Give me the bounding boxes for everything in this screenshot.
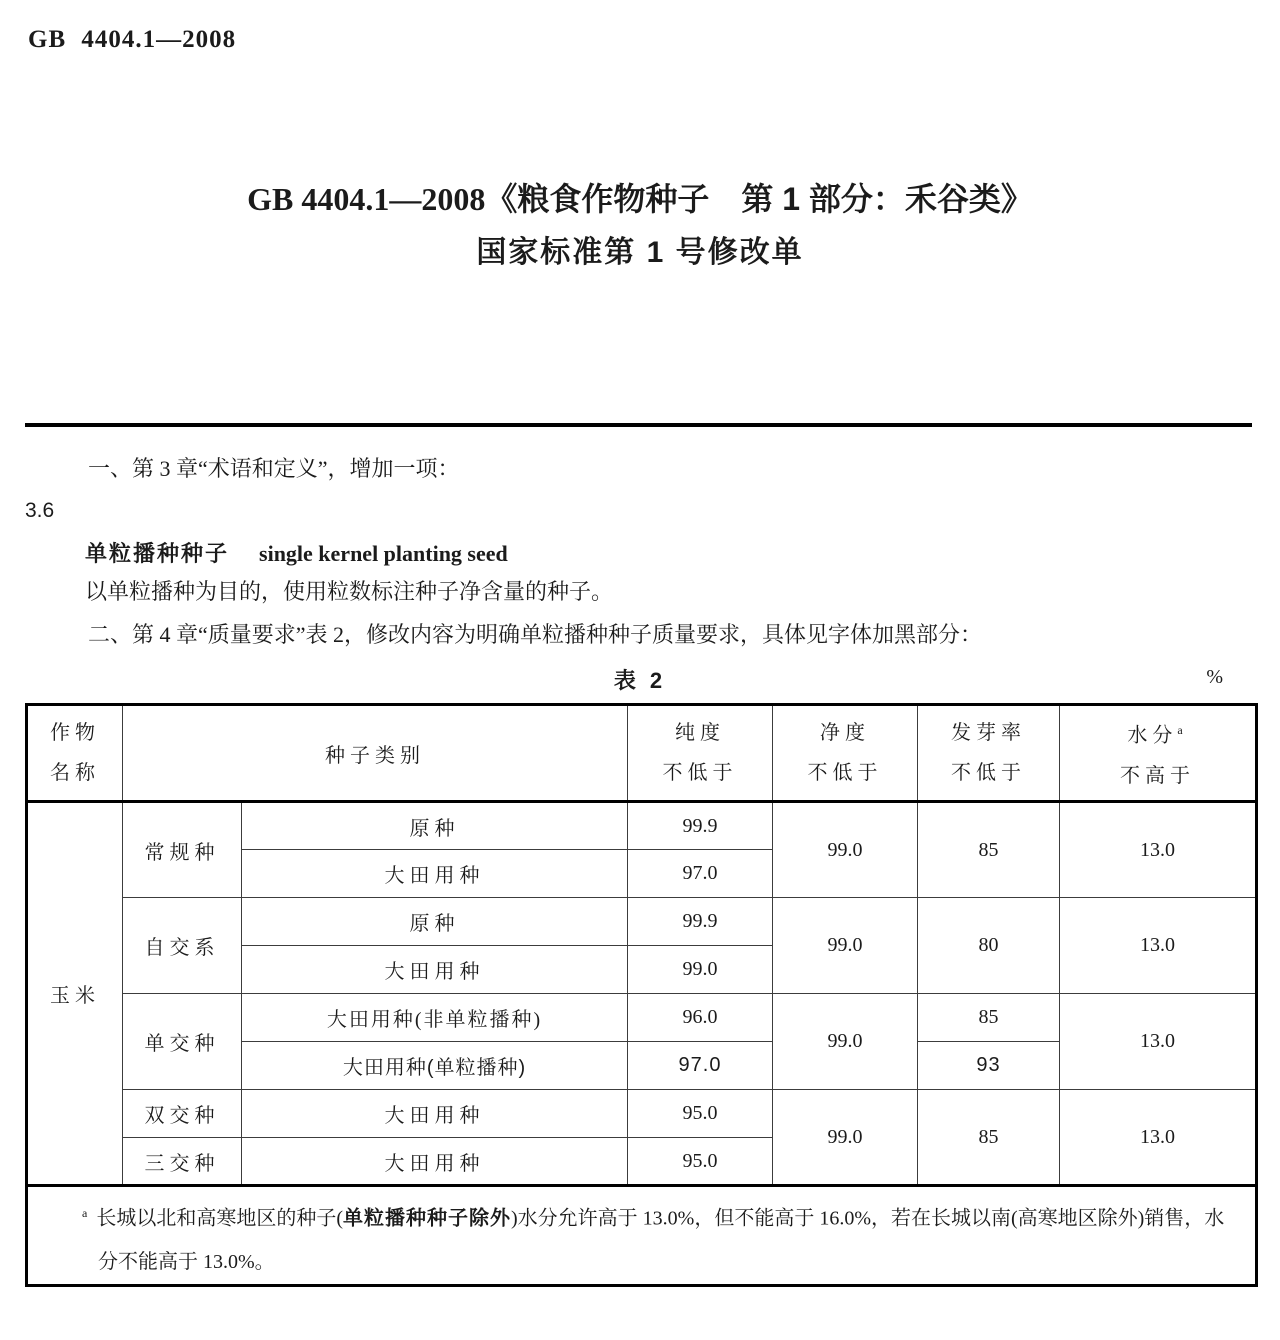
para-section-2: 二、第 4 章“质量要求”表 2，修改内容为明确单粒播种种子质量要求，具体见字体加黑部分：	[88, 622, 983, 647]
cell-seed-group: 常规种	[123, 802, 242, 898]
table-row	[27, 802, 1257, 850]
cell-seed-category: 大田用种(非单粒播种)	[242, 994, 628, 1042]
cell-moisture: 13.0	[1060, 994, 1257, 1090]
cell-purity: 97.0	[628, 850, 773, 898]
cell-germination: 85	[918, 1090, 1060, 1186]
title-line-1	[0, 180, 1280, 218]
clause-number: 3.6	[25, 499, 55, 522]
document-title	[0, 180, 1280, 271]
doc-code: GB 4404.1—2008	[28, 26, 237, 53]
cell-moisture: 13.0	[1060, 1090, 1257, 1186]
horizontal-rule	[25, 423, 1252, 427]
table-row	[27, 898, 1257, 946]
col-header-purity: 纯度 不低于	[628, 705, 773, 802]
cell-seed-category: 大田用种	[242, 1090, 628, 1138]
cell-moisture: 13.0	[1060, 898, 1257, 994]
cell-moisture: 13.0	[1060, 802, 1257, 898]
cell-seed-category: 大田用种	[242, 1138, 628, 1186]
term-line	[85, 537, 508, 568]
cell-seed-category: 原种	[242, 898, 628, 946]
title-line-2: 国家标准第 1 号修改单	[476, 236, 804, 269]
cell-germination: 85	[918, 994, 1060, 1042]
cell-seed-category: 大田用种	[242, 946, 628, 994]
title-standard-number: GB 4404.1—2008	[247, 181, 486, 217]
cell-seed-group: 自交系	[123, 898, 242, 994]
title-standard-name: 《粮食作物种子 第 1 部分：禾谷类》	[485, 181, 1033, 217]
footnote-bold: 单粒播种种子除外	[343, 1207, 511, 1230]
table-header-row	[27, 705, 1257, 802]
cell-cleanliness: 99.0	[773, 994, 918, 1090]
cell-seed-category: 大田用种	[242, 850, 628, 898]
col-header-category: 种子类别	[123, 705, 628, 802]
cell-germination-modified: 93	[918, 1042, 1060, 1090]
cell-seed-group: 三交种	[123, 1138, 242, 1186]
col-header-crop: 作物 名称	[27, 705, 123, 802]
cell-cleanliness: 99.0	[773, 1090, 918, 1186]
cell-cleanliness: 99.0	[773, 898, 918, 994]
cell-purity: 95.0	[628, 1090, 773, 1138]
cell-purity: 99.0	[628, 946, 773, 994]
cell-purity: 95.0	[628, 1138, 773, 1186]
table-caption: 表 2	[613, 668, 667, 693]
cell-seed-category-modified: 大田用种(单粒播种)	[242, 1042, 628, 1090]
footnote-cell	[27, 1186, 1257, 1286]
col-header-germination: 发芽率 不低于	[918, 705, 1060, 802]
cell-purity: 96.0	[628, 994, 773, 1042]
cell-germination: 80	[918, 898, 1060, 994]
cell-cleanliness: 99.0	[773, 802, 918, 898]
cell-germination: 85	[918, 802, 1060, 898]
cell-crop-name: 玉米	[27, 802, 123, 1186]
col-header-moisture: 水分$^a$ 不高于	[1060, 705, 1257, 802]
term-chinese: 单粒播种种子	[85, 541, 230, 566]
term-definition: 以单粒播种为目的，使用粒数标注种子净含量的种子。	[85, 579, 614, 604]
cell-purity-modified: 97.0	[628, 1042, 773, 1090]
unit-label: %	[1206, 666, 1223, 688]
table-caption-row	[0, 664, 1280, 694]
table-row	[27, 1090, 1257, 1138]
table-footnote-row	[27, 1186, 1257, 1286]
cell-purity: 99.9	[628, 898, 773, 946]
term-english: single kernel planting seed	[259, 541, 508, 566]
footnote-text	[28, 1187, 1255, 1284]
footnote-marker: a	[82, 1206, 88, 1220]
footnote-post: )水分允许高于 13.0%，但不能高于 16.0%，若在长城以南(高寒地区除外)销售，水分不能高于 13.0%。	[98, 1207, 1225, 1273]
footnote-pre: 长城以北和高寒地区的种子(	[96, 1207, 343, 1230]
cell-seed-group: 双交种	[123, 1090, 242, 1138]
cell-seed-group: 单交种	[123, 994, 242, 1090]
cell-purity: 99.9	[628, 802, 773, 850]
cell-seed-category: 原种	[242, 802, 628, 850]
col-header-cleanliness: 净度 不低于	[773, 705, 918, 802]
quality-requirements-table	[25, 703, 1258, 1287]
para-section-1: 一、第 3 章“术语和定义”，增加一项：	[88, 456, 460, 481]
moisture-footnote-marker: a	[1177, 723, 1188, 738]
table-row	[27, 994, 1257, 1042]
